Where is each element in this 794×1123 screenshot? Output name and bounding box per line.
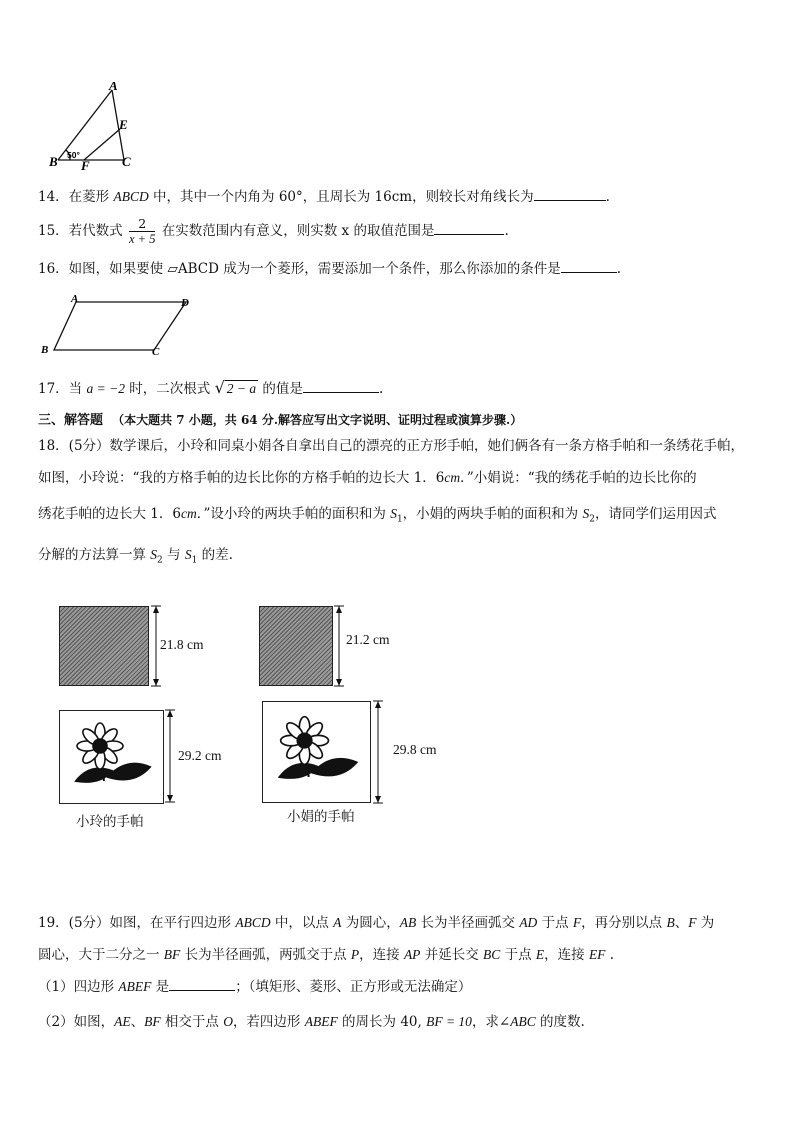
answer-blank-14[interactable] [534, 186, 606, 201]
triangle-figure [40, 82, 140, 170]
question-16: 16．如图，如果要使 ▱ABCD 成为一个菱形，需要添加一个条件，那么你添加的条件是 . [38, 258, 621, 279]
parallelogram-figure [38, 292, 208, 358]
label-angle: 50° [67, 150, 80, 160]
answer-blank-15[interactable] [434, 220, 504, 235]
checkered-handkerchief-xiaojuan [259, 606, 333, 686]
question-18-line-3: 绣花手帕的边长大 1．6cm．”设小玲的两块手帕的面积和为 $S_1$，小娟的两块手帕的面积和为 $S_2$，请同学们运用因式 [38, 506, 717, 525]
checkered-handkerchief-xiaoling [59, 606, 149, 686]
flower-icon [263, 702, 370, 802]
question-19-part-2: （2）如图，AE、BF 相交于点 O，若四边形 ABEF 的周长为 40, BF = 10，求∠ABC 的度数. [38, 1014, 585, 1030]
embroidered-handkerchief-xiaojuan [262, 701, 371, 803]
question-17: 17．当 a = −2 时，二次根式 √ 2 − a 的值是 . [38, 378, 384, 397]
dimension-line [371, 699, 385, 805]
dimension-label: 21.8 cm [160, 637, 204, 652]
question-18-line-4: 分解的方法算一算 $S_2$ 与 $S_1$ 的差. [38, 547, 233, 566]
label-d: D [181, 297, 189, 309]
dimension-label: 21.2 cm [346, 632, 390, 647]
sqrt-sign: √ [214, 378, 225, 397]
label-b: B [49, 154, 58, 169]
question-18-line-1: 18．(5分）数学课后，小玲和同桌小娟各自拿出自己的漂亮的正方形手帕，她们俩各有一条方格手帕和一条绣花手帕， [38, 438, 745, 454]
question-18-line-2: 如图，小玲说：“我的方格手帕的边长比你的方格手帕的边长大 1．6cm．”小娟说：“我的绣花手帕的边长比你的 [38, 470, 697, 486]
caption-xiaoling: 小玲的手帕 [76, 814, 144, 830]
answer-blank-19-1[interactable] [169, 976, 235, 991]
caption-xiaojuan: 小娟的手帕 [287, 809, 355, 825]
parallelogram-shape [54, 302, 186, 350]
dimension-label: 29.8 cm [393, 742, 437, 757]
answer-blank-17[interactable] [303, 378, 379, 393]
answer-blank-16[interactable] [561, 258, 617, 273]
label-f: F [81, 158, 90, 170]
section-heading: 三、解答题 （本大题共 7 小题，共 64 分.解答应写出文字说明、证明过程或演算步骤.） [38, 413, 523, 428]
label-b: B [41, 344, 49, 356]
label-e: E [119, 117, 128, 132]
segment-ef [84, 129, 120, 160]
dimension-line [163, 708, 177, 804]
label-c: C [122, 154, 131, 169]
label-a: A [109, 82, 118, 93]
question-19-part-1: （1）四边形 ABEF 是 ；（填矩形、菱形、正方形或无法确定） [38, 976, 471, 997]
parallelogram-symbol: ▱ [167, 261, 178, 277]
label-a: A [71, 293, 79, 305]
question-19-line-1: 19．(5分）如图，在平行四边形 ABCD 中，以点 A 为圆心，AB 长为半径画弧交 AD 于点 F，再分别以点 B、F 为 [38, 915, 715, 931]
question-19-line-2: 圆心，大于二分之一 BF 长为半径画弧，两弧交于点 P，连接 AP 并延长交 BC 于点 E，连接 EF . [38, 947, 615, 963]
question-15: 15．若代数式 $\frac{2}{x + 5}$ 在实数范围内有意义，则实数 x 的取值范围是 . [38, 216, 509, 246]
dimension-label: 29.2 cm [178, 748, 222, 763]
question-14: 14．在菱形 ABCD 中，其中一个内角为 60°，且周长为 16cm，则较长对角线长为 . [38, 186, 610, 207]
fraction: $\frac{2}{x + 5}$ [128, 216, 156, 246]
flower-icon [60, 711, 163, 803]
embroidered-handkerchief-xiaoling [59, 710, 164, 804]
label-c: C [152, 346, 160, 358]
dimension-line [332, 604, 346, 688]
